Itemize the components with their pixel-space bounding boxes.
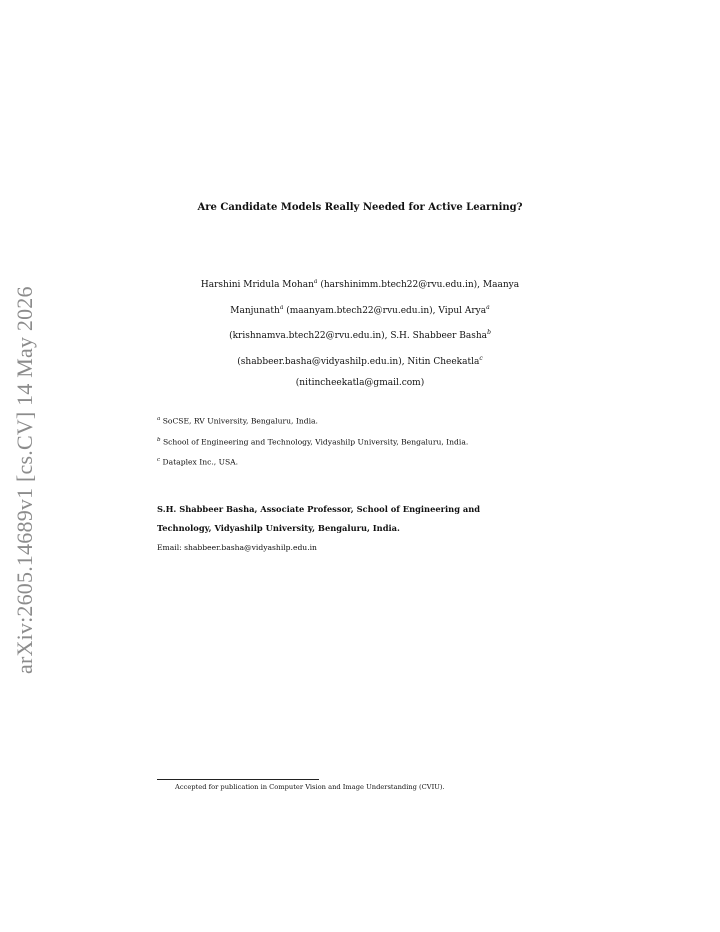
author-line-1 (160, 271, 560, 297)
affiliation-marker: a (279, 303, 284, 311)
affiliation-marker: a (157, 416, 161, 422)
corresponding-author-line-2: Technology, Vidyashilp University, Bengaluru, India. (157, 523, 400, 533)
author-email: (nitincheekatla@gmail.com) (295, 378, 425, 388)
author-name: Manjunath (230, 305, 280, 316)
author-line-4 (160, 348, 560, 374)
affiliation-item (157, 431, 577, 452)
affiliation-marker: a (313, 278, 318, 285)
author-email: (shabbeer.basha@vidyashilp.edu.in), Nitin Cheekatla (237, 356, 480, 367)
affiliation-text: School of Engineering and Technology, Vidyashilp University, Bengaluru, India. (162, 437, 469, 447)
affiliation-marker: b (157, 436, 161, 443)
footnote-divider (157, 779, 319, 780)
affiliation-marker: a (486, 303, 490, 311)
corresponding-author-block (157, 500, 567, 558)
author-email: (krishnamva.btech22@rvu.edu.in), S.H. Shabbeer Basha (229, 331, 488, 341)
paper-title: Are Candidate Models Really Needed for Active Learning? (197, 202, 523, 213)
affiliation-text: SoCSE, RV University, Bengaluru, India. (162, 416, 318, 426)
author-list (160, 271, 560, 395)
author-email: (maanyam.btech22@rvu.edu.in), Vipul Arya (283, 305, 487, 316)
author-line-2 (160, 297, 560, 323)
footnote-text: Accepted for publication in Computer Vision and Image Understanding (CVIU). (175, 783, 445, 791)
author-name: Harshini Mridula Mohan (200, 280, 314, 290)
arxiv-identifier-stamp: arXiv:2605.14689v1 [cs.CV] 14 May 2026 (12, 286, 37, 674)
affiliation-item (157, 451, 577, 472)
affiliation-marker: c (479, 354, 483, 362)
author-line-3 (160, 322, 560, 348)
affiliation-marker: b (487, 329, 491, 336)
affiliation-text: Dataplex Inc., USA. (162, 457, 239, 467)
corresponding-author-line-1: S.H. Shabbeer Basha, Associate Professor, School of Engineering and (157, 504, 481, 514)
corresponding-author-email: Email: shabbeer.basha@vidyashilp.edu.in (157, 543, 317, 552)
author-email: (harshinimm.btech22@rvu.edu.in), Maanya (317, 280, 520, 290)
affiliation-item (157, 410, 577, 431)
author-line-5 (160, 373, 560, 395)
affiliation-marker: c (157, 457, 161, 464)
affiliation-list (157, 410, 577, 472)
